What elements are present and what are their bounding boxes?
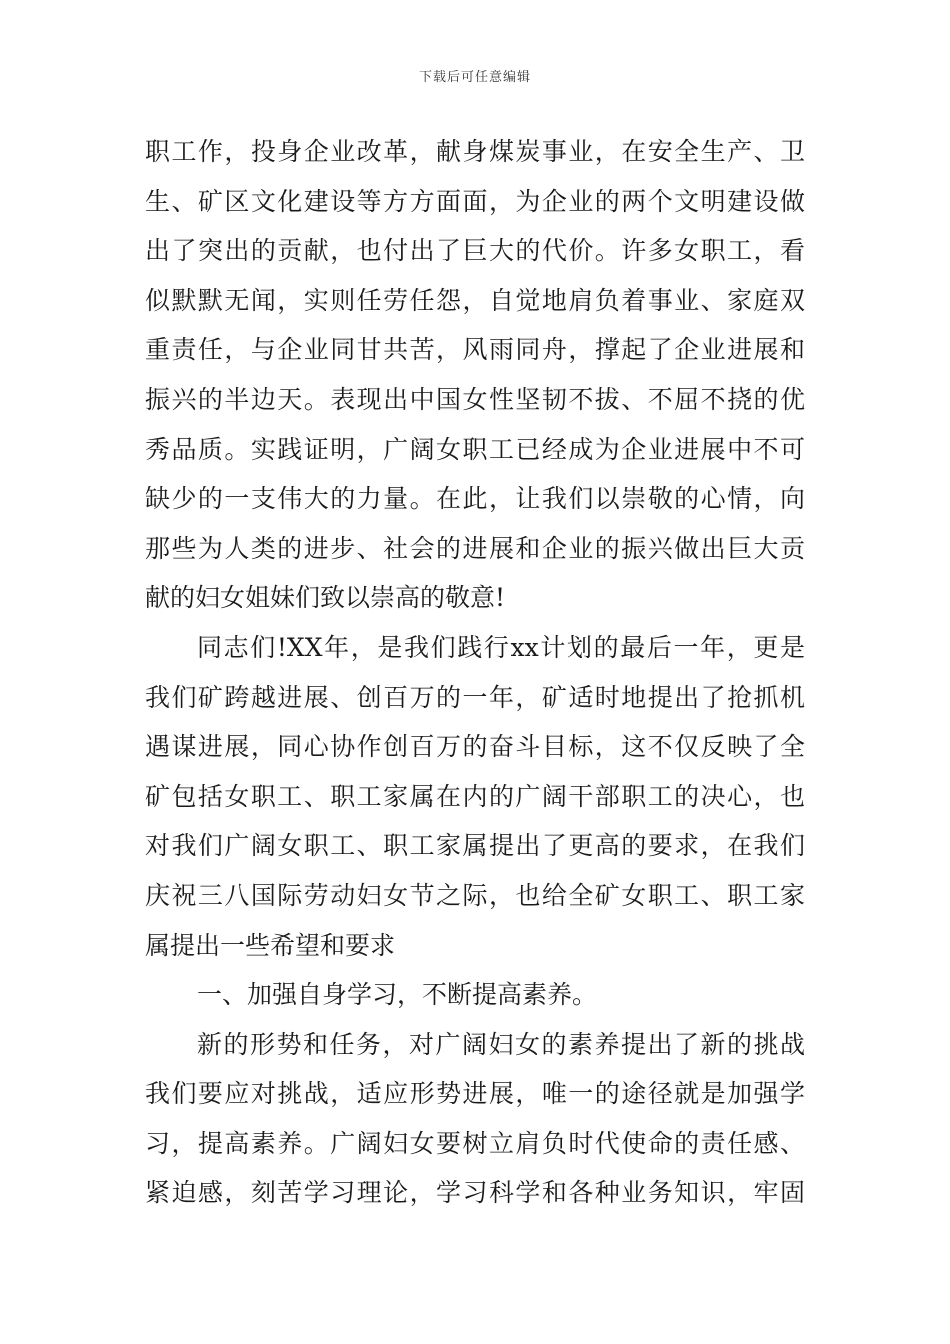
text-line: 我们矿跨越进展、创百万的一年，矿适时地提出了抢抓机: [145, 682, 805, 712]
text-line: 同志们!XX年，是我们践行xx计划的最后一年，更是: [197, 632, 805, 662]
text-line: 属提出一些希望和要求: [145, 930, 396, 960]
text-line: 出了突出的贡献，也付出了巨大的代价。许多女职工，看: [145, 236, 805, 266]
text-line: 似默默无闻，实则任劳任怨，自觉地肩负着事业、家庭双: [145, 285, 805, 315]
text-line: 振兴的半边天。表现出中国女性坚韧不拔、不屈不挠的优: [145, 384, 805, 414]
text-line: 秀品质。实践证明，广阔女职工已经成为企业进展中不可: [145, 434, 805, 464]
text-line: 遇谋进展，同心协作创百万的奋斗目标，这不仅反映了全: [145, 732, 805, 762]
text-line: 缺少的一支伟大的力量。在此，让我们以崇敬的心情，向: [145, 484, 805, 514]
text-line: 那些为人类的进步、社会的进展和企业的振兴做出巨大贡: [145, 533, 805, 563]
page-header: 下载后可任意编辑: [418, 70, 531, 85]
text-line: 我们要应对挑战，适应形势进展，唯一的途径就是加强学: [145, 1079, 805, 1109]
text-line: 庆祝三八国际劳动妇女节之际，也给全矿女职工、职工家: [145, 880, 805, 910]
text-line: 一、加强自身学习，不断提高素养。: [197, 980, 598, 1010]
text-line: 职工作，投身企业改革，献身煤炭事业，在安全生产、卫: [145, 137, 805, 166]
body-text: [145, 127, 805, 1218]
text-line: 习，提高素养。广阔妇女要树立肩负时代使命的责任感、: [145, 1128, 805, 1158]
text-line: 紧迫感，刻苦学习理论，学习科学和各种业务知识，牢固: [145, 1178, 805, 1208]
text-line: 献的妇女姐妹们致以崇高的敬意!: [145, 583, 506, 613]
text-line: 对我们广阔女职工、职工家属提出了更高的要求，在我们: [145, 831, 805, 861]
text-line: 重责任，与企业同甘共苦，风雨同舟，撑起了企业进展和: [145, 335, 805, 365]
text-line: 新的形势和任务，对广阔妇女的素养提出了新的挑战: [197, 1029, 805, 1059]
text-line: 生、矿区文化建设等方方面面，为企业的两个文明建设做: [145, 186, 805, 216]
text-line: 矿包括女职工、职工家属在内的广阔干部职工的决心，也: [145, 781, 805, 811]
